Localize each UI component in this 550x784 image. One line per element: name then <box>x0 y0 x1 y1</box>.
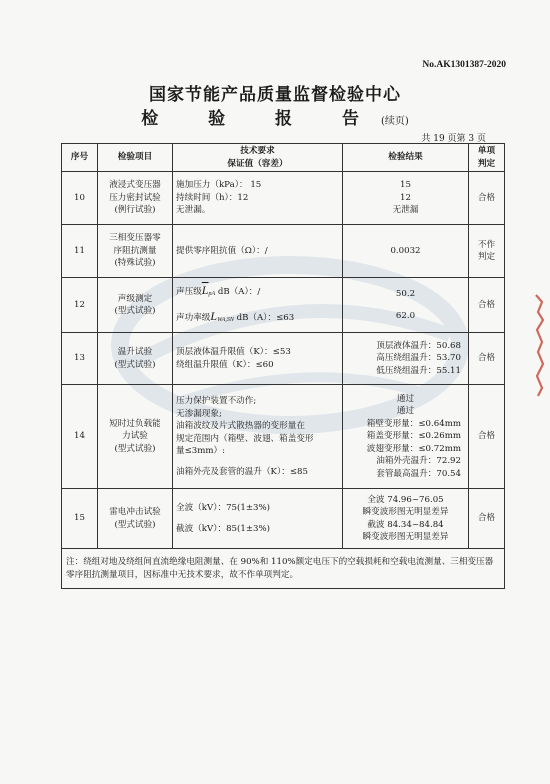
req-line: 规定范围内（箱壁、波翅、箱盖变形 <box>176 433 314 444</box>
row-item <box>98 333 173 385</box>
report-title <box>0 104 550 129</box>
result-line: 15 <box>400 180 411 191</box>
symbol-lwa <box>210 309 233 323</box>
req-suffix: dB（A）：≤63 <box>236 313 295 323</box>
item-line: (型式试验) <box>114 519 156 530</box>
result-line: 低压绕组温升：55.11 <box>376 365 461 376</box>
req-line: 截波（kV）：85(1±3%) <box>176 524 271 534</box>
header-result: 检验结果 <box>343 144 469 172</box>
table-row <box>62 333 505 385</box>
req-prefix: 声功率级 <box>176 313 211 323</box>
item-line: 雷电冲击试验 <box>109 507 161 517</box>
result-line: 瞬变波形图无明显差异 <box>362 532 449 542</box>
row-seq: 14 <box>62 385 98 489</box>
req-spacer <box>176 514 339 523</box>
symbol-main: $\overline{L}$ <box>201 283 209 297</box>
symbol-main: L <box>210 309 218 323</box>
req-line: 提供零序阻抗值（Ω）：/ <box>176 245 268 256</box>
row-result <box>343 278 469 333</box>
note-row <box>62 549 505 589</box>
row-result <box>343 385 469 489</box>
table-header-row <box>62 144 505 172</box>
row-result <box>343 489 469 549</box>
row-requirement <box>173 225 343 278</box>
center-name: 国家节能产品质量监督检验中心 <box>149 85 401 105</box>
item-line: (型式试验) <box>114 306 156 316</box>
row-seq: 12 <box>62 278 98 333</box>
item-line: 温升试验 <box>117 347 153 357</box>
result-line: 截波 84.34~84.84 <box>367 519 444 530</box>
report-number: No.AK1301387-2020 <box>422 60 506 70</box>
result-line: 高压绕组温升：53.70 <box>376 353 461 364</box>
sound-pressure-req <box>176 279 339 305</box>
row-result <box>343 225 469 278</box>
item-line: 短时过负载能 <box>109 418 161 429</box>
table-row <box>62 385 505 489</box>
header-item: 检验项目 <box>98 144 173 172</box>
item-line: 压力密封试验 <box>109 192 161 203</box>
row-requirement <box>173 333 343 385</box>
row-item <box>98 172 173 225</box>
header-req-line2: 保证值（容差） <box>227 158 288 169</box>
table-row <box>62 225 505 278</box>
result-line: 50.2 <box>395 289 416 299</box>
page-indicator: 共 19 页第 3 页 <box>421 134 486 144</box>
row-seq: 10 <box>62 172 98 225</box>
item-line: (例行试验) <box>114 205 156 216</box>
row-item <box>98 225 173 278</box>
header-judge-line2: 判定 <box>477 158 496 169</box>
row-judgement: 合格 <box>469 489 505 549</box>
result-line: 箱盖变形量：≤0.26mm <box>366 431 461 442</box>
row-judgement <box>469 225 505 278</box>
req-line: 无渗漏现象; <box>176 408 222 419</box>
row-seq: 11 <box>62 225 98 278</box>
req-prefix: 声压级 <box>176 287 202 297</box>
judge-line: 判定 <box>477 252 496 262</box>
header-req-line1: 技术要求 <box>240 146 275 156</box>
result-line: 全波 74.96~76.05 <box>367 494 444 505</box>
header-requirement <box>173 144 343 172</box>
req-line: 施加压力（kPa）： 15 <box>176 180 262 191</box>
result-line: 通过 <box>396 406 415 417</box>
symbol-sub: WA,SN <box>217 317 234 323</box>
row-item <box>98 385 173 489</box>
row-seq: 15 <box>62 489 98 549</box>
req-suffix: dB（A）：/ <box>217 287 261 297</box>
row-judgement: 合格 <box>469 172 505 225</box>
req-line: 无泄漏。 <box>176 205 211 216</box>
judge-line: 不作 <box>477 239 496 250</box>
req-line: 全波（kV）：75(1±3%) <box>176 502 271 513</box>
req-line: 绕组温升限值（K）：≤60 <box>176 359 274 370</box>
header-judgement <box>469 144 505 172</box>
row-requirement <box>173 489 343 549</box>
req-spacer <box>176 458 339 466</box>
result-line: 0.0032 <box>390 245 421 256</box>
report-title-text: 检 验 报 告 <box>141 109 381 129</box>
req-line: 顶层液体温升限值（K）：≤53 <box>176 347 291 357</box>
result-line: 顶层液体温升：50.68 <box>376 340 461 351</box>
row-item <box>98 489 173 549</box>
result-line: 12 <box>400 192 411 203</box>
table-row <box>62 172 505 225</box>
row-judgement: 合格 <box>469 385 505 489</box>
result-line: 通过 <box>396 393 415 404</box>
continued-label: (续页) <box>380 116 409 127</box>
item-line: 声级测定 <box>117 293 153 304</box>
row-requirement <box>173 172 343 225</box>
row-judgement: 合格 <box>469 278 505 333</box>
item-line: 三相变压器零 <box>109 233 161 244</box>
item-line: 液浸式变压器 <box>109 180 161 191</box>
row-result <box>343 333 469 385</box>
req-line: 油箱外壳及套管的温升（K）：≤85 <box>176 466 308 477</box>
result-line: 套管最高温升：70.54 <box>376 468 461 479</box>
result-line: 瞬变波形图无明显差异 <box>362 507 449 517</box>
req-line: 持续时间（h）：12 <box>176 192 249 203</box>
sound-power-req <box>176 305 339 331</box>
row-item <box>98 278 173 333</box>
inspection-table <box>61 143 505 589</box>
result-line: 油箱外壳温升：72.92 <box>376 456 461 467</box>
req-line: 压力保护装置不动作; <box>176 396 257 406</box>
req-line: 油箱波纹及片式散热器的变形量在 <box>176 421 305 431</box>
result-line: 62.0 <box>395 311 416 321</box>
item-line: (型式试验) <box>114 359 156 370</box>
item-line: (型式试验) <box>114 443 156 454</box>
table-row <box>62 278 505 333</box>
symbol-lpa <box>202 283 215 297</box>
result-line: 无泄漏 <box>392 205 419 216</box>
item-line: 力试验 <box>122 431 148 442</box>
seam-stamp <box>532 290 546 400</box>
header-judge-line1: 单项 <box>477 146 496 156</box>
row-judgement: 合格 <box>469 333 505 385</box>
table-row <box>62 489 505 549</box>
item-line: (特殊试验) <box>114 258 156 269</box>
row-seq: 13 <box>62 333 98 385</box>
row-requirement <box>173 278 343 333</box>
table-note: 注：绕组对地及绕组间直流绝缘电阻测量、在 90%和 110%额定电压下的空载损耗和空载电流测量、三相变压器零序阻抗测量项目，因标准中无技术要求，故不作单项判定。 <box>62 549 505 589</box>
result-line: 箱壁变形量：≤0.64mm <box>366 418 461 429</box>
req-line: 量≤3mm）: <box>176 446 226 456</box>
item-line: 序阻抗测量 <box>113 245 157 256</box>
result-line: 波翅变形量：≤0.72mm <box>366 443 461 454</box>
row-result <box>343 172 469 225</box>
row-requirement <box>173 385 343 489</box>
symbol-sub: pA <box>208 291 216 297</box>
header-seq: 序号 <box>62 144 98 172</box>
